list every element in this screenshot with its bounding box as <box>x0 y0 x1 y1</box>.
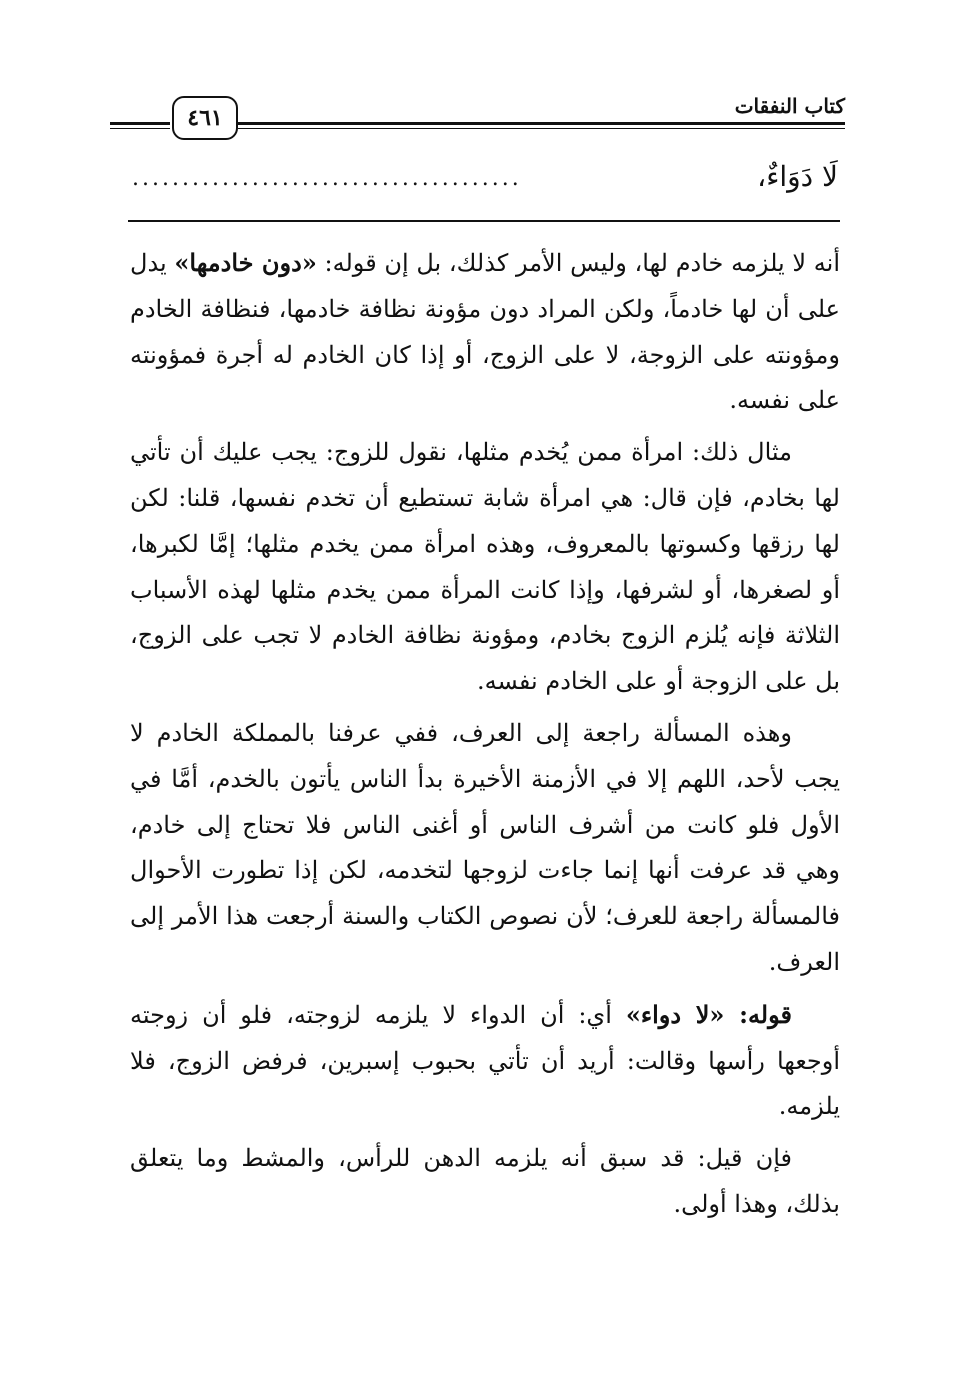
matn-line <box>132 160 844 210</box>
page-header <box>110 82 845 142</box>
matn-separator <box>128 220 840 222</box>
page-number-badge <box>172 96 238 140</box>
matn-text: لَا دَوَاءٌ، <box>757 160 838 193</box>
matn-dots: ....................................... <box>132 166 522 191</box>
page-number: ٤٦١ <box>187 105 223 131</box>
paragraph <box>130 992 840 1130</box>
header-rule-right-thin <box>238 128 845 129</box>
commentary-body <box>130 240 840 1228</box>
paragraph-text: مثال ذلك: امرأة ممن يُخدم مثلها، نقول للزوج: يجب عليك أن تأتي لها بخادم، فإن قال: هي امرأة شابة تستطيع أن تخدم نفسها، قلنا: لكن لها رزقها وكسوتها بالمعروف، وهذه امرأة ممن يخدم مثلها؛ إمَّا لكبرها، أو لصغرها، أو لشرفها، وإذا كانت المرأة ممن يخدم مثلها لهذه الأسباب الثلاثة فإنه يُلزم الزوج بخادم، ومؤونة نظافة الخادم لا تجب على الزوج، بل على الزوجة أو على الخادم نفسه. <box>130 438 840 696</box>
paragraph <box>130 240 840 424</box>
bold-text: قوله: <box>724 999 792 1029</box>
paragraph <box>130 430 840 705</box>
header-rule-right <box>238 122 845 125</box>
bold-text: «لا دواء» <box>625 999 725 1029</box>
bold-text: «دون خادمها» <box>174 248 317 277</box>
paragraph-text: فإن قيل: قد سبق أنه يلزمه الدهن للرأس، والمشط وما يتعلق بذلك، وهذا أولى. <box>130 1144 840 1218</box>
header-rule-left <box>110 122 170 125</box>
paragraph-text: يدل على أن لها خادماً، ولكن المراد دون مؤونة نظافة خادمها، فنظافة الخادم ومؤونته على الزوجة، لا على الزوج، أو إذا كان الخادم له أجرة فمؤونته على نفسه. <box>130 249 840 415</box>
header-rule-left-thin <box>110 128 170 129</box>
paragraph-text: أنه لا يلزمه خادم لها، وليس الأمر كذلك، بل إن قوله: <box>316 249 841 277</box>
book-title: كتاب النفقات <box>734 94 845 118</box>
paragraph-text: أي: أن الدواء لا يلزمه لزوجته، فلو أن زوجته أوجعها رأسها وقالت: أريد أن تأتي بحبوب إسبرين، فرفض الزوج، فلا يلزمه. <box>130 1000 840 1121</box>
paragraph-text: وهذه المسألة راجعة إلى العرف، ففي عرفنا بالمملكة الخادم لا يجب لأحد، اللهم إلا في الأزمنة الأخيرة بدأ الناس يأتون بالخدم، أمَّا في الأول فلو كانت من أشرف الناس أو أغنى الناس فلا تحتاج إلى خادم، وهي قد عرفت أنها إنما جاءت لزوجها لتخدمه، لكن إذا تطورت الأحوال فالمسألة راجعة للعرف؛ لأن نصوص الكتاب والسنة أرجعت هذا الأمر إلى العرف. <box>130 718 840 976</box>
paragraph <box>130 1136 840 1228</box>
paragraph <box>130 711 840 986</box>
